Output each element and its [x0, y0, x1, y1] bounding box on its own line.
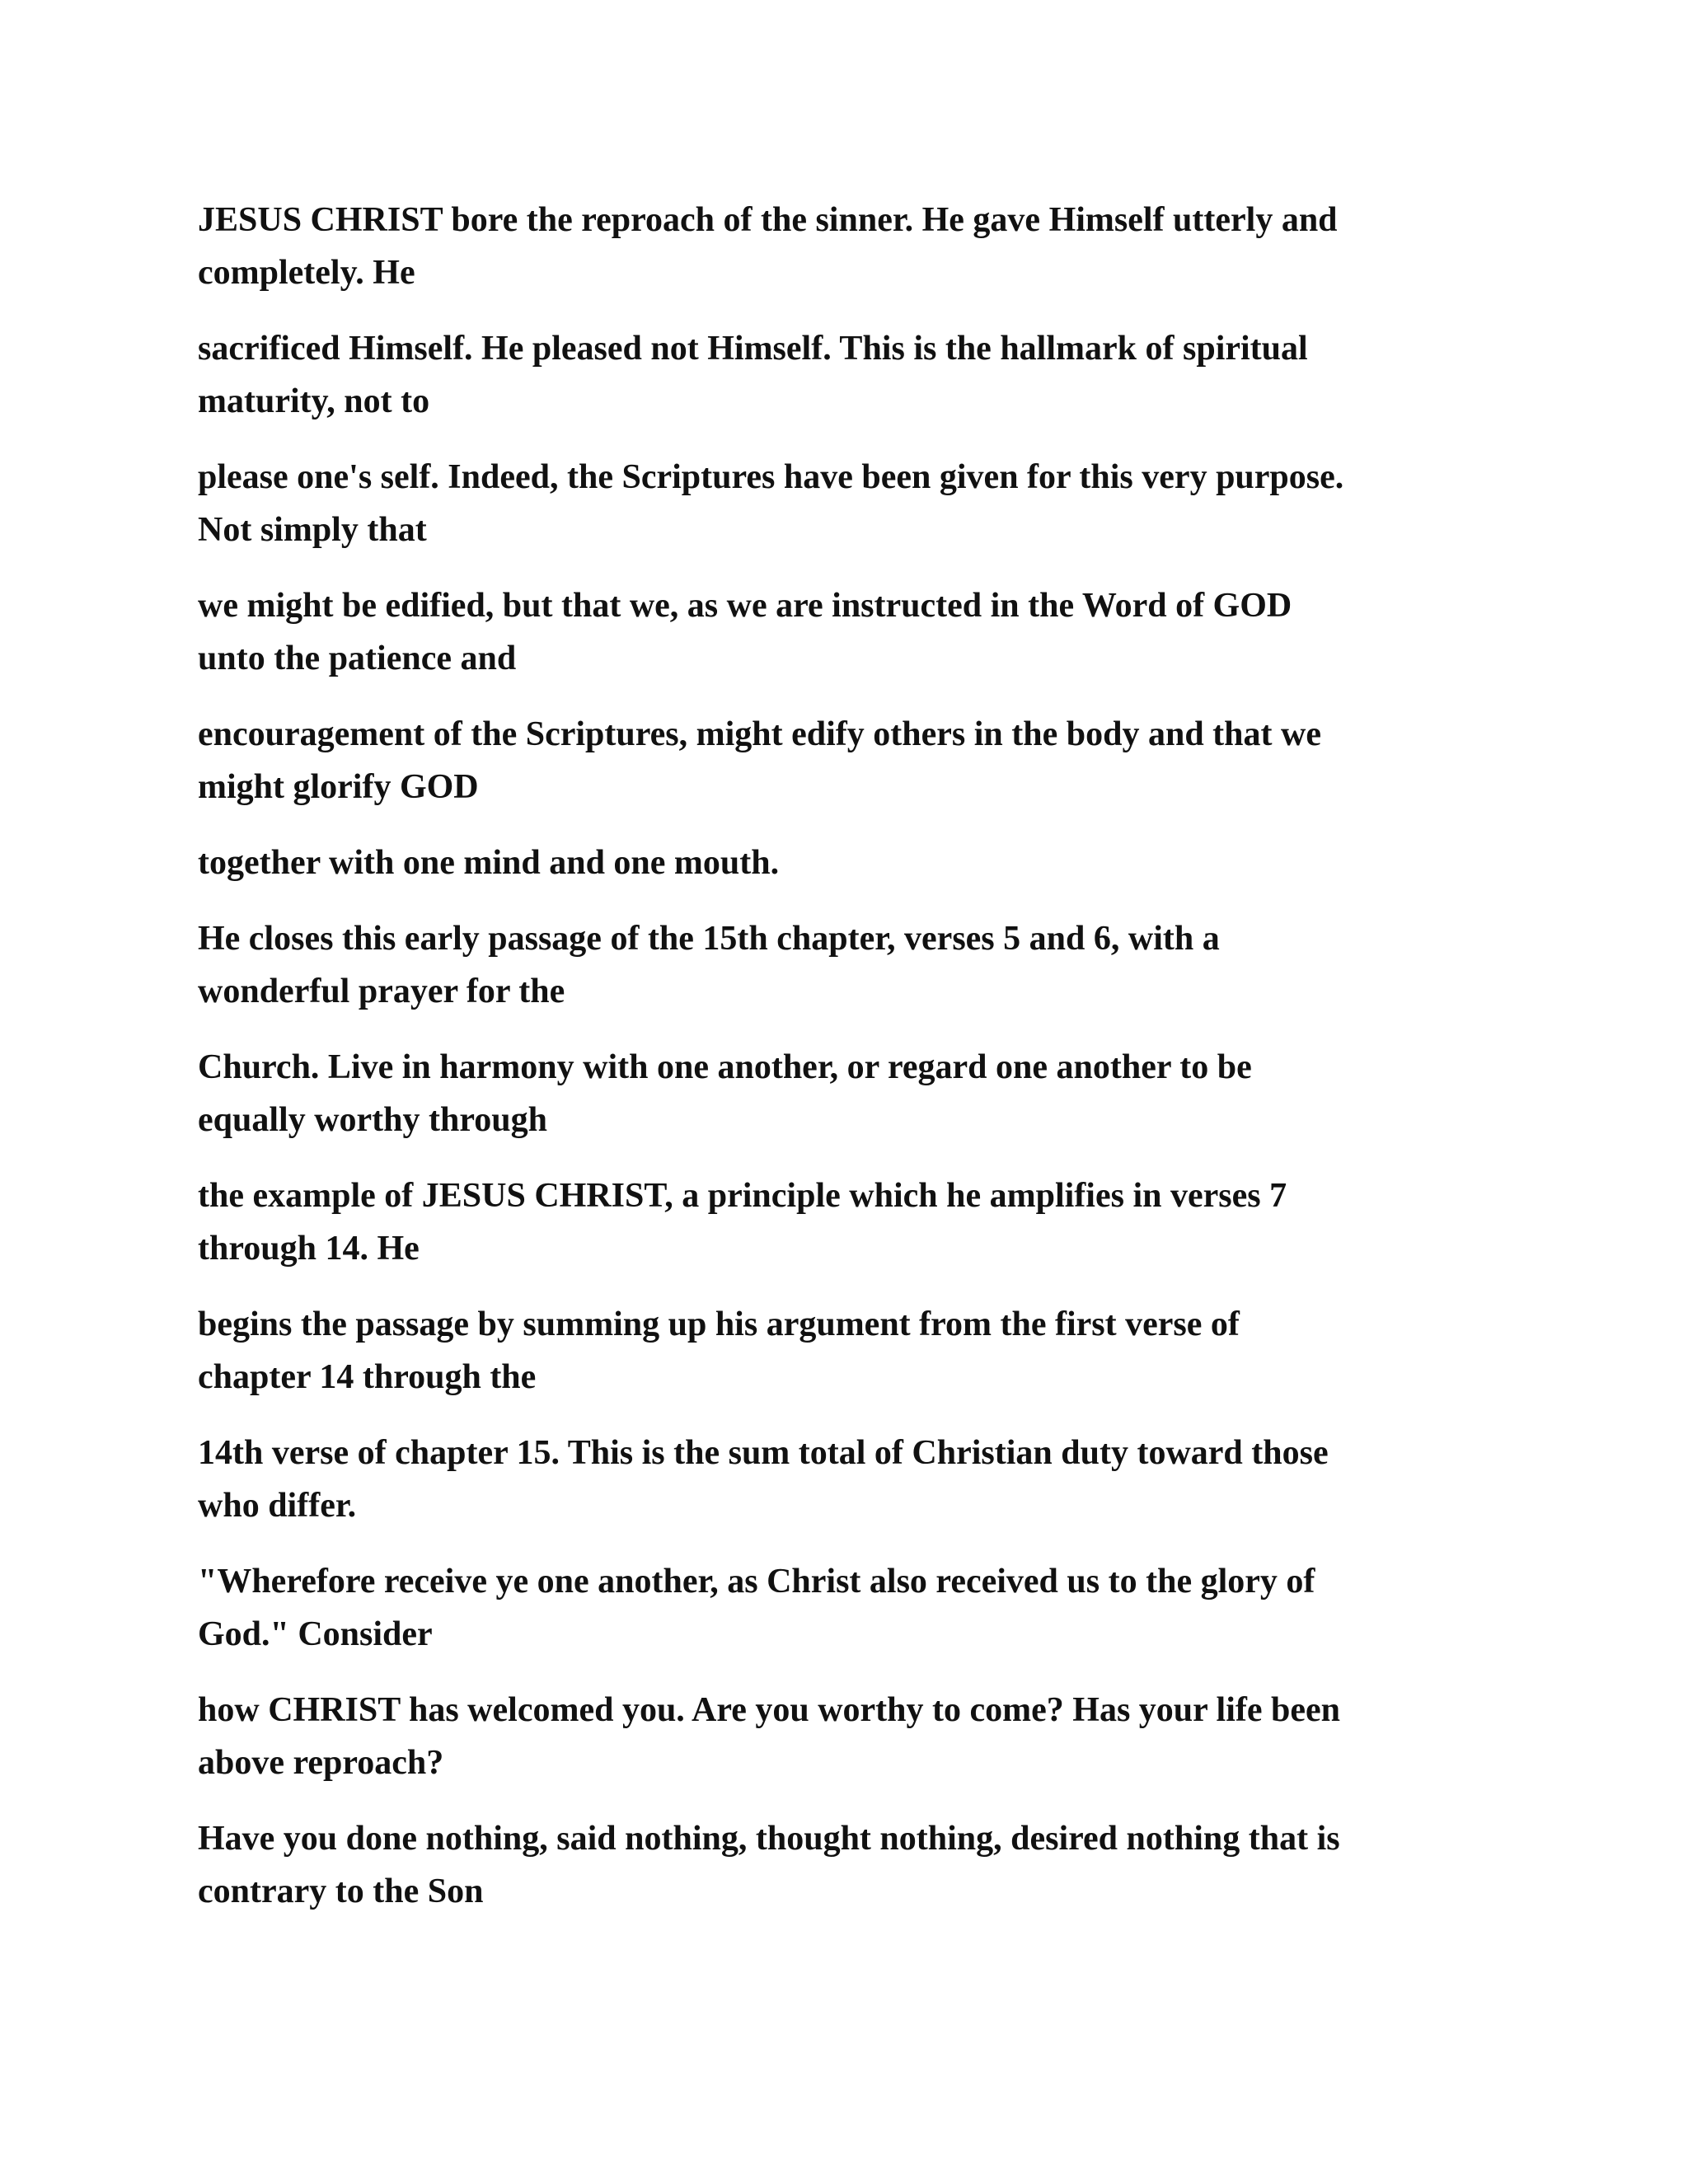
text-line: unto the patience and — [198, 640, 517, 677]
paragraph — [198, 1041, 1517, 1146]
text-line: encouragement of the Scriptures, might edify others in the body and that we — [198, 715, 1321, 753]
text-line: JESUS CHRIST bore the reproach of the sinner. He gave Himself utterly and — [198, 201, 1338, 239]
paragraph — [198, 1812, 1517, 1918]
text-line: together with one mind and one mouth. — [198, 844, 780, 882]
paragraph — [198, 912, 1517, 1018]
text-line: we might be edified, but that we, as we are instructed in the Word of GOD — [198, 587, 1292, 625]
text-line: wonderful prayer for the — [198, 972, 565, 1010]
paragraph — [198, 1169, 1517, 1275]
paragraph — [198, 194, 1517, 299]
text-line: begins the passage by summing up his argument from the first verse of — [198, 1305, 1240, 1343]
text-line: please one's self. Indeed, the Scriptures have been given for this very purpose. — [198, 458, 1344, 496]
text-line: Have you done nothing, said nothing, thought nothing, desired nothing that is — [198, 1820, 1340, 1858]
text-line: maturity, not to — [198, 382, 430, 420]
text-line: He closes this early passage of the 15th chapter, verses 5 and 6, with a — [198, 920, 1220, 958]
text-line: through 14. He — [198, 1230, 420, 1268]
paragraph — [198, 1298, 1517, 1404]
paragraph — [198, 837, 1517, 889]
paragraph — [198, 1555, 1517, 1661]
paragraph — [198, 579, 1517, 685]
text-line: "Wherefore receive ye one another, as Christ also received us to the glory of — [198, 1563, 1315, 1601]
paragraph — [198, 451, 1517, 556]
text-line: contrary to the Son — [198, 1872, 484, 1910]
paragraph — [198, 1684, 1517, 1789]
paragraph — [198, 708, 1517, 813]
document-body — [198, 194, 1517, 1941]
text-line: God." Consider — [198, 1615, 433, 1653]
paragraph — [198, 322, 1517, 428]
text-line: who differ. — [198, 1487, 357, 1525]
text-line: equally worthy through — [198, 1101, 547, 1139]
paragraph — [198, 1427, 1517, 1532]
text-line: 14th verse of chapter 15. This is the sum total of Christian duty toward those — [198, 1434, 1329, 1472]
text-line: might glorify GOD — [198, 768, 479, 806]
text-line: above reproach? — [198, 1744, 444, 1782]
text-line: sacrificed Himself. He pleased not Himself. This is the hallmark of spiritual — [198, 330, 1308, 368]
text-line: Church. Live in harmony with one another, or regard one another to be — [198, 1048, 1252, 1086]
text-line: Not simply that — [198, 511, 427, 549]
text-line: the example of JESUS CHRIST, a principle which he amplifies in verses 7 — [198, 1177, 1287, 1215]
text-line: completely. He — [198, 254, 415, 292]
text-line: how CHRIST has welcomed you. Are you worthy to come? Has your life been — [198, 1691, 1340, 1729]
text-line: chapter 14 through the — [198, 1358, 537, 1396]
